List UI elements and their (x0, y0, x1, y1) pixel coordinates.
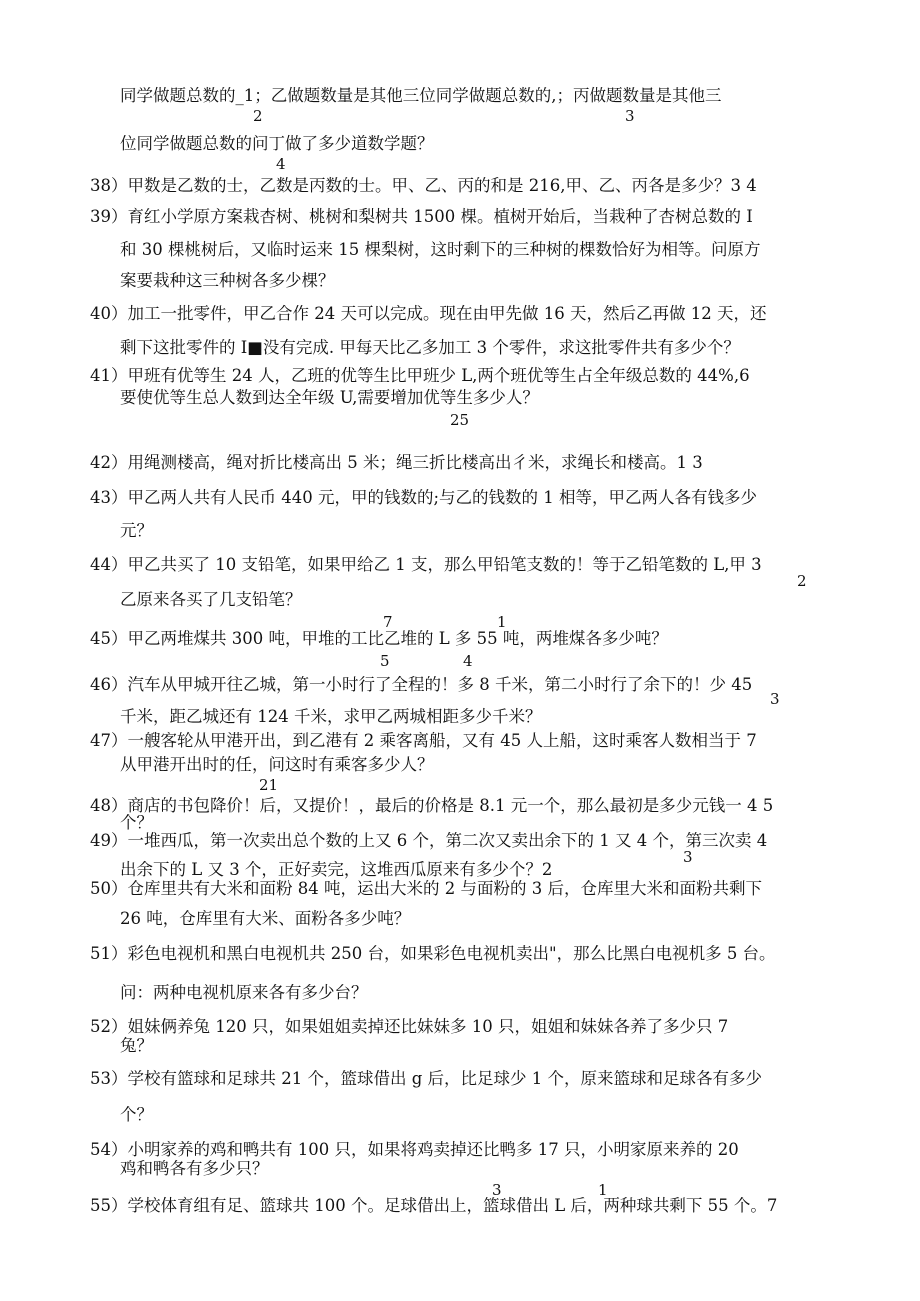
fraction-denominator: 3 (770, 690, 780, 708)
problem-51-line-1: 51）彩色电视机和黑白电视机共 250 台，如果彩色电视机卖出"，那么比黑白电视机多 5 台。 (90, 944, 776, 963)
fraction-numerator: 3 (492, 1181, 502, 1199)
problem-53-line-1: 53）学校有篮球和足球共 21 个，篮球借出 g 后，比足球少 1 个，原来篮球和足球各有多少 (90, 1069, 763, 1088)
fraction-denominator: 4 (276, 155, 286, 173)
problem-43-line-1: 43）甲乙两人共有人民币 440 元，甲的钱数的;与乙的钱数的 1 相等，甲乙两人各有钱多少 (90, 488, 758, 507)
fraction-denominator: 3 (625, 107, 635, 125)
problem-53-line-2: 个？ (120, 1105, 153, 1124)
fraction-numerator: 1 (598, 1181, 608, 1199)
problem-52-line-1: 52）姐妹俩养兔 120 只，如果姐姐卖掉还比妹妹多 10 只，姐姐和妹妹各养了多少只 7 (90, 1017, 729, 1036)
problem-40-line-1: 40）加工一批零件，甲乙合作 24 天可以完成。现在由甲先做 16 天，然后乙再做 12 天，还 (90, 304, 767, 323)
text-line: 同学做题总数的_1；乙做题数量是其他三位同学做题总数的,；丙做题数量是其他三 (120, 86, 722, 105)
problem-44-line-2: 乙原来各买了几支铅笔？ (120, 590, 302, 609)
problem-38: 38）甲数是乙数的士，乙数是丙数的士。甲、乙、丙的和是 216,甲、乙、丙各是多少？3 4 (90, 176, 757, 195)
fraction-denominator: 5 (380, 652, 390, 670)
text-line: 位同学做题总数的问丁做了多少道数学题？ (120, 134, 434, 153)
fraction-denominator: 21 (259, 776, 279, 794)
problem-41-line-1: 41）甲班有优等生 24 人，乙班的优等生比甲班少 L,两个班优等生占全年级总数的 44%,6 (90, 366, 750, 385)
problem-48-line-2: 个？ (120, 813, 153, 832)
problem-40-line-2: 剩下这批零件的 I■没有完成. 甲每天比乙多加工 3 个零件，求这批零件共有多少个？ (120, 338, 740, 357)
problem-39-line-2: 和 30 棵桃树后，又临时运来 15 棵梨树，这时剩下的三种树的棵数恰好为相等。问原方 (120, 240, 761, 259)
fraction-numerator: 1 (497, 613, 507, 631)
problem-46-line-2: 千米，距乙城还有 124 千米，求甲乙两城相距多少千米？ (120, 707, 542, 726)
problem-39-line-1: 39）育红小学原方案栽杏树、桃树和梨树共 1500 棵。植树开始后，当栽种了杏树总数的 I (90, 207, 753, 226)
problem-41-line-2: 要使优等生总人数到达全年级 U,需要增加优等生多少人？ (120, 388, 539, 407)
problem-51-line-2: 问：两种电视机原来各有多少台？ (120, 983, 368, 1002)
problem-47-line-2: 从甲港开出时的任，问这时有乘客多少人？ (120, 755, 434, 774)
problem-48-line-1: 48）商店的书包降价！后，又提价！，最后的价格是 8.1 元一个，那么最初是多少元钱一 4 5 (90, 796, 774, 815)
problem-50-line-1: 50）仓库里共有大米和面粉 84 吨，运出大米的 2 与面粉的 3 后，仓库里大米和面粉共剩下 (90, 879, 762, 898)
problem-54-line-1: 54）小明家养的鸡和鸭共有 100 只，如果将鸡卖掉还比鸭多 17 只，小明家原来养的 20 (90, 1140, 739, 1159)
fraction-denominator: 4 (463, 652, 473, 670)
problem-46-line-1: 46）汽车从甲城开往乙城，第一小时行了全程的！多 8 千米，第二小时行了余下的！少 45 (90, 675, 753, 694)
problem-49-line-2: 出余下的 L 又 3 个，正好卖完，这堆西瓜原来有多少个？2 (120, 860, 553, 879)
fraction-denominator: 2 (253, 107, 263, 125)
problem-50-line-2: 26 吨，仓库里有大米、面粉各多少吨？ (120, 909, 411, 928)
fraction-numerator: 7 (383, 613, 393, 631)
fraction-denominator: 2 (797, 572, 807, 590)
problem-42: 42）用绳测楼高，绳对折比楼高出 5 米；绳三折比楼高出彳米，求绳长和楼高。1 3 (90, 453, 703, 472)
problem-54-line-2: 鸡和鸭各有多少只？ (120, 1159, 269, 1178)
fraction-denominator: 3 (683, 848, 693, 866)
problem-39-line-3: 案要栽种这三种树各多少棵？ (120, 271, 335, 290)
problem-52-line-2: 兔？ (120, 1036, 153, 1055)
fraction-denominator: 25 (450, 411, 470, 429)
problem-45: 45）甲乙两堆煤共 300 吨，甲堆的工比乙堆的 L 多 55 吨，两堆煤各多少吨？ (90, 629, 668, 648)
problem-55: 55）学校体育组有足、篮球共 100 个。足球借出上，篮球借出 L 后，两种球共剩下 55 个。7 (90, 1196, 778, 1215)
problem-44-line-1: 44）甲乙共买了 10 支铅笔，如果甲给乙 1 支，那么甲铅笔支数的！等于乙铅笔数的 L,甲 3 (90, 555, 762, 574)
problem-49-line-1: 49）一堆西瓜，第一次卖出总个数的上又 6 个，第二次又卖出余下的 1 又 4 个，第三次卖 4 (90, 831, 768, 850)
problem-43-line-2: 元？ (120, 521, 153, 540)
problem-47-line-1: 47）一艘客轮从甲港开出，到乙港有 2 乘客离船，又有 45 人上船，这时乘客人数相当于 7 (90, 731, 757, 750)
